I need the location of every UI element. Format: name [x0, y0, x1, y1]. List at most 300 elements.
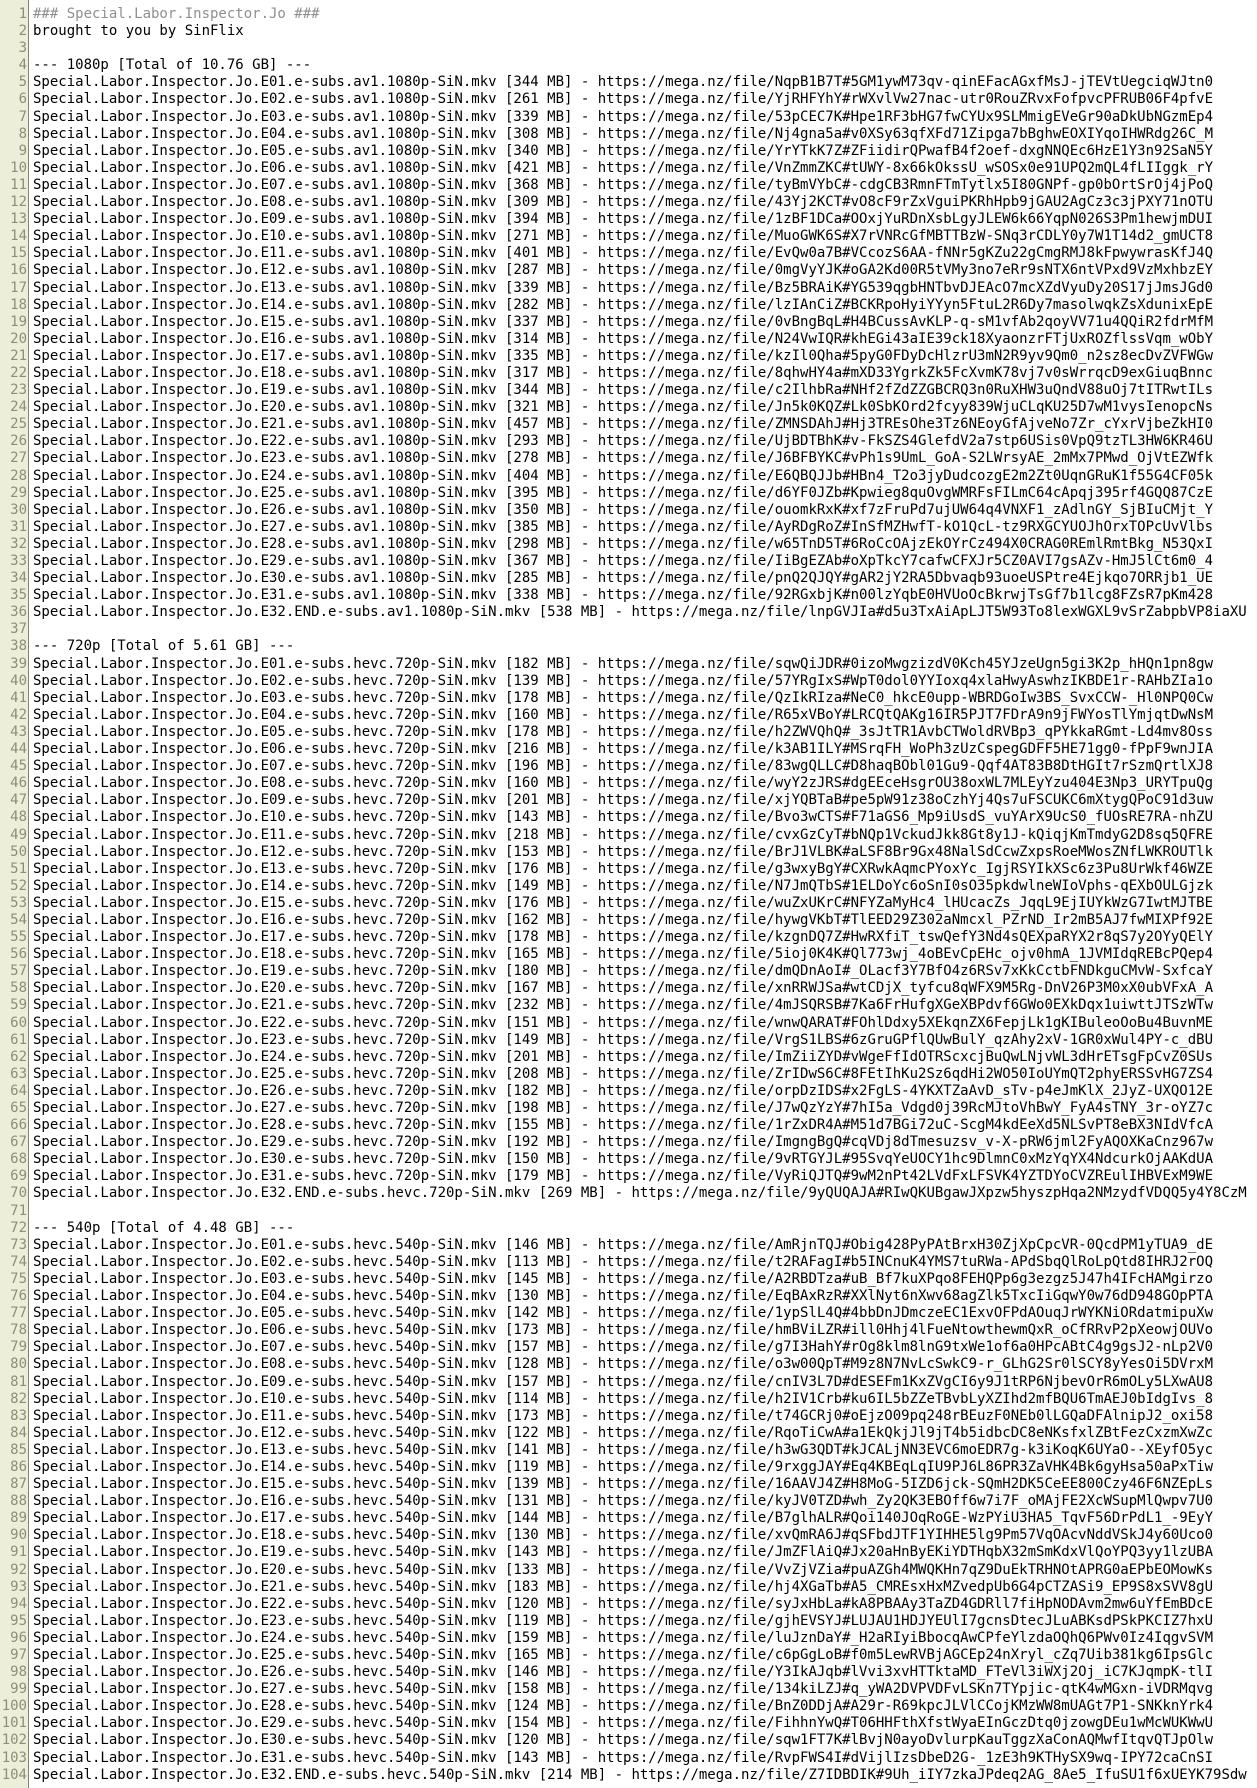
line-number: 45 — [10, 758, 27, 775]
line-text: Special.Labor.Inspector.Jo.E11.e-subs.av1.1080p-SiN.mkv [401 MB] - https://mega.nz/file/EvQw0a7B#VCcozS6AA-fNNr5gKZu22gCmgRMJ8kFpwywrasKfJ4Q — [33, 245, 1214, 262]
line-number: 75 — [10, 1270, 27, 1287]
file-link-line — [0, 963, 1257, 980]
line-text: Special.Labor.Inspector.Jo.E20.e-subs.av1.1080p-SiN.mkv [321 MB] - https://mega.nz/file/Jn5k0KQZ#Lk0SbKOrd2fcyy839WjuCLqKU25D7wM1vysIenopcNs — [33, 399, 1214, 416]
file-link-line — [0, 1562, 1257, 1579]
file-link-line — [0, 1767, 1257, 1784]
line-number: 37 — [10, 621, 27, 638]
line-number: 81 — [10, 1373, 27, 1390]
line-text: Special.Labor.Inspector.Jo.E06.e-subs.av1.1080p-SiN.mkv [421 MB] - https://mega.nz/file/VnZmmZKC#tUWY-8x66kOkssU_wSOSx0e91UPQ2mQL4fLIIggk_rY — [33, 159, 1214, 176]
line-number: 47 — [10, 792, 27, 809]
line-text: Special.Labor.Inspector.Jo.E14.e-subs.hevc.720p-SiN.mkv [149 MB] - https://mega.nz/file/N7JmQTbS#1ELDoYc6oSnI0sO35pkdwlneWIoVphs-qEXbOULGjzk — [33, 877, 1214, 894]
line-number: 103 — [1, 1749, 27, 1766]
line-number: 1 — [18, 6, 27, 22]
line-text: ### Special.Labor.Inspector.Jo ### — [33, 6, 320, 22]
file-link-line — [0, 895, 1257, 912]
line-number: 42 — [10, 706, 27, 723]
file-link-line — [0, 416, 1257, 433]
line-text: Special.Labor.Inspector.Jo.E05.e-subs.hevc.540p-SiN.mkv [142 MB] - https://mega.nz/file/1ypSlL4Q#4bbDnJDmczeEC1ExvOFPdAOuqJrWYKNiORdatmipuXw — [33, 1305, 1214, 1322]
line-number: 65 — [10, 1100, 27, 1116]
line-text: Special.Labor.Inspector.Jo.E27.e-subs.av1.1080p-SiN.mkv [385 MB] - https://mega.nz/file/AyRDgRoZ#InSfMZHwfT-kO1QcL-tz9RXGCYUOJhOrxTOPcUvVlbs — [33, 518, 1214, 535]
line-number: 93 — [10, 1578, 27, 1595]
line-number: 32 — [10, 535, 27, 552]
file-link-line — [0, 1117, 1257, 1134]
line-number: 2 — [18, 23, 27, 40]
line-number: 14 — [10, 228, 27, 245]
file-link-line — [0, 280, 1257, 297]
file-link-line — [0, 1408, 1257, 1425]
line-text — [29, 40, 1257, 57]
line-number: 27 — [10, 450, 27, 467]
file-link-line — [0, 1356, 1257, 1373]
line-text: Special.Labor.Inspector.Jo.E19.e-subs.hevc.540p-SiN.mkv [143 MB] - https://mega.nz/file/JmZFlAiQ#Jx20aHnByEKiYDTHqbX32mSmKdxVlQoYPQ3yy1lzUBA — [33, 1544, 1214, 1561]
line-text: Special.Labor.Inspector.Jo.E10.e-subs.av1.1080p-SiN.mkv [271 MB] - https://mega.nz/file/MuoGWK6S#X7rVNRcGfMBTTBzW-SNq3rCDLY0y7W1T14d2_gmUCT8 — [33, 228, 1214, 245]
line-text: Special.Labor.Inspector.Jo.E32.END.e-subs.hevc.720p-SiN.mkv [269 MB] - https://mega.nz/file/9yQUQAJA#RIwQKUBgawJXpzw5hyszpHqa2NMzydfVDQQ5y4Y8CzM — [33, 1185, 1247, 1202]
line-number: 15 — [10, 245, 27, 262]
line-number: 69 — [10, 1168, 27, 1185]
line-number: 39 — [10, 655, 27, 672]
line-text: Special.Labor.Inspector.Jo.E12.e-subs.hevc.540p-SiN.mkv [122 MB] - https://mega.nz/file/RqoTiCwA#a1EkQkjJl9jT4b5idbcDC8eNKsfxlZBtFezCxzmXwZc — [33, 1424, 1214, 1441]
line-text: Special.Labor.Inspector.Jo.E05.e-subs.av1.1080p-SiN.mkv [340 MB] - https://mega.nz/file/YrYTkK7Z#ZFiidirQPwafB4f2oef-dxgNNQEc6HzE1Y3n92SaN5Y — [33, 142, 1214, 159]
line-text — [29, 621, 1257, 638]
line-text: Special.Labor.Inspector.Jo.E23.e-subs.av1.1080p-SiN.mkv [278 MB] - https://mega.nz/file/J6BFBYKC#vPh1s9UmL_GoA-S2LWrsyAE_2mMx7PMwd_OjVtEZWfk — [33, 450, 1214, 467]
line-number: 13 — [10, 211, 27, 228]
line-number: 36 — [10, 604, 27, 621]
file-link-line — [0, 1459, 1257, 1476]
line-number: 104 — [1, 1766, 27, 1783]
section-heading-line — [0, 1220, 1257, 1237]
line-number: 59 — [10, 997, 27, 1014]
line-number: 53 — [10, 894, 27, 911]
line-number: 78 — [10, 1322, 27, 1339]
line-number: 68 — [10, 1151, 27, 1168]
file-link-line — [0, 1339, 1257, 1356]
line-text: Special.Labor.Inspector.Jo.E31.e-subs.hevc.540p-SiN.mkv [143 MB] - https://mega.nz/file/RvpFWS4I#dVijlIzsDbeD2G-_1zE3h9KTHySX9wq-IPY72caCnSI — [33, 1749, 1214, 1766]
file-link-line — [0, 382, 1257, 399]
file-link-line — [0, 297, 1257, 314]
line-number: 24 — [10, 399, 27, 416]
file-link-line — [0, 1698, 1257, 1715]
file-link-line — [0, 331, 1257, 348]
line-text: Special.Labor.Inspector.Jo.E30.e-subs.hevc.540p-SiN.mkv [120 MB] - https://mega.nz/file/sqw1FT7K#lBvjN0ayoDvlurpKauTggzXaConAQMwfItqvQTJpOlw — [33, 1732, 1214, 1749]
line-number: 99 — [10, 1681, 27, 1698]
line-number: 48 — [10, 809, 27, 826]
file-link-line — [0, 1168, 1257, 1185]
file-link-line — [0, 1493, 1257, 1510]
line-text: Special.Labor.Inspector.Jo.E01.e-subs.hevc.540p-SiN.mkv [146 MB] - https://mega.nz/file/AmRjnTQJ#Obig428PyPAtBrxH30ZjXpCpcVR-0QcdPM1yTUA9_dE — [33, 1236, 1214, 1253]
line-number: 76 — [10, 1288, 27, 1305]
line-number: 63 — [10, 1065, 27, 1082]
file-link-line — [0, 1015, 1257, 1032]
line-number: 97 — [10, 1647, 27, 1663]
file-link-line — [0, 1049, 1257, 1066]
file-link-line — [0, 758, 1257, 775]
blank-line — [0, 621, 1257, 638]
line-number: 44 — [10, 741, 27, 758]
line-number: 49 — [10, 826, 27, 843]
line-number: 101 — [1, 1715, 27, 1732]
line-number: 85 — [10, 1441, 27, 1458]
line-number: 19 — [10, 313, 27, 330]
line-number: 26 — [10, 433, 27, 450]
line-text: Special.Labor.Inspector.Jo.E18.e-subs.hevc.720p-SiN.mkv [165 MB] - https://mega.nz/file/5ioj0K4K#Ql773wj_4oBEvCpEHc_ojv0hmA_1JVMIdqREBcPQep4 — [33, 946, 1214, 963]
line-text: Special.Labor.Inspector.Jo.E32.END.e-subs.av1.1080p-SiN.mkv [538 MB] - https://mega.nz/file/lnpGVJIa#d5u3TxAiApLJT5W93To8lexWGXL9vSrZabpbVP8iaXU — [33, 604, 1247, 621]
line-text: Special.Labor.Inspector.Jo.E15.e-subs.hevc.540p-SiN.mkv [139 MB] - https://mega.nz/file/16AAVJ4Z#H8MoG-5IZD6jck-SQmH2DK5CeEE800Czy46F6NZEpLs — [33, 1476, 1214, 1493]
line-text: Special.Labor.Inspector.Jo.E15.e-subs.hevc.720p-SiN.mkv [176 MB] - https://mega.nz/file/wuZxUKrC#NFYZaMyHc4_lHUcacZs_JqqL9EjIUYkWzG7IwtMJTBE — [33, 894, 1214, 911]
line-number: 70 — [10, 1185, 27, 1202]
line-number: 87 — [10, 1476, 27, 1493]
line-text: Special.Labor.Inspector.Jo.E17.e-subs.hevc.720p-SiN.mkv [178 MB] - https://mega.nz/file/kzgnDQ7Z#HwRXfiT_tswQefY3Nd4sQEXpaRYX2r8qS7y2OYyQElY — [33, 929, 1214, 946]
line-text: Special.Labor.Inspector.Jo.E10.e-subs.hevc.540p-SiN.mkv [114 MB] - https://mega.nz/file/h2IV1Crb#ku6IL5bZZeTBvbLyXZIhd2mfBQU6TmAEJ0bIdgIvs_8 — [33, 1390, 1214, 1407]
line-number: 67 — [10, 1134, 27, 1151]
line-text: Special.Labor.Inspector.Jo.E20.e-subs.hevc.540p-SiN.mkv [133 MB] - https://mega.nz/file/VvZjVZia#puAZGh4MWQKHn7qZ9DuEkTRHNOtAPRG0aEPbEOMowKs — [33, 1561, 1214, 1578]
line-number: 89 — [10, 1510, 27, 1527]
file-link-line — [0, 741, 1257, 758]
file-link-line — [0, 604, 1257, 621]
line-number: 82 — [10, 1390, 27, 1407]
line-number: 6 — [18, 91, 27, 108]
file-link-line — [0, 656, 1257, 673]
line-number: 61 — [10, 1031, 27, 1048]
line-text: Special.Labor.Inspector.Jo.E09.e-subs.hevc.720p-SiN.mkv [201 MB] - https://mega.nz/file/xjYQBTaB#pe5pW91z38oCzhYj4Qs7uFSCUKC6mXtygQPoC91d3uw — [33, 792, 1214, 809]
file-link-line — [0, 143, 1257, 160]
line-text: Special.Labor.Inspector.Jo.E27.e-subs.hevc.540p-SiN.mkv [158 MB] - https://mega.nz/file/134kiLZJ#q_yWA2DVPVDFvLSKn7TYpjic-qtK4wMGxn-iVDRMqvg — [33, 1681, 1214, 1698]
line-number: 57 — [10, 963, 27, 980]
file-link-line — [0, 775, 1257, 792]
line-text: Special.Labor.Inspector.Jo.E14.e-subs.av1.1080p-SiN.mkv [282 MB] - https://mega.nz/file/lzIAnCiZ#BCKRpoHyiYYyn5FtuL2R6Dy7masolwqkZsXdunixEpE — [33, 296, 1214, 313]
line-number: 4 — [18, 57, 27, 74]
line-number: 22 — [10, 364, 27, 381]
line-number: 18 — [10, 296, 27, 313]
file-link-line — [0, 1630, 1257, 1647]
file-link-line — [0, 262, 1257, 279]
line-number: 51 — [10, 860, 27, 877]
line-text: Special.Labor.Inspector.Jo.E29.e-subs.hevc.720p-SiN.mkv [192 MB] - https://mega.nz/file/ImgngBgQ#cqVDj8dTmesuzsv_v-X-pRW6jml2FyAQOXKaCnz967w — [33, 1134, 1214, 1151]
file-link-line — [0, 468, 1257, 485]
file-link-line — [0, 878, 1257, 895]
file-link-line — [0, 399, 1257, 416]
line-text: Special.Labor.Inspector.Jo.E15.e-subs.av1.1080p-SiN.mkv [337 MB] - https://mega.nz/file/0vBngBqL#H4BCussAvKLP-q-sM1vfAb2qoyVV71u4QQiR2fdrMfM — [33, 313, 1214, 330]
line-text: Special.Labor.Inspector.Jo.E13.e-subs.hevc.540p-SiN.mkv [141 MB] - https://mega.nz/file/h3wG3QDT#kJCALjNN3EVC6moEDR7g-k3iKoqK6UYaO--XEyfO5yc — [33, 1441, 1214, 1458]
line-text: Special.Labor.Inspector.Jo.E16.e-subs.hevc.720p-SiN.mkv [162 MB] - https://mega.nz/file/hywgVKbT#TlEED29Z302aNmcxl_PZrND_Ir2mB5AJ7fwMIXPf92E — [33, 911, 1214, 928]
line-text: Special.Labor.Inspector.Jo.E27.e-subs.hevc.720p-SiN.mkv [198 MB] - https://mega.nz/file/J7wQzYzY#7hI5a_Vdgd0j39RcMJtoVhBwY_FyA4sTNY_3r-oYZ7c — [33, 1100, 1214, 1116]
line-number: 12 — [10, 194, 27, 211]
line-text: --- 1080p [Total of 10.76 GB] --- — [33, 57, 312, 74]
line-number: 40 — [10, 672, 27, 689]
line-number: 52 — [10, 877, 27, 894]
file-link-line — [0, 450, 1257, 467]
line-number: 9 — [18, 142, 27, 159]
file-link-line — [0, 1083, 1257, 1100]
line-number: 30 — [10, 501, 27, 518]
line-number: 21 — [10, 347, 27, 364]
line-number: 102 — [1, 1732, 27, 1749]
file-link-line — [0, 536, 1257, 553]
line-number: 35 — [10, 587, 27, 604]
file-link-line — [0, 1510, 1257, 1527]
line-text: Special.Labor.Inspector.Jo.E01.e-subs.hevc.720p-SiN.mkv [182 MB] - https://mega.nz/file/sqwQiJDR#0izoMwgzizdV0Kch45YJzeUgn5gi3K2p_hHQn1pn8gw — [33, 655, 1214, 672]
file-link-line — [0, 1185, 1257, 1202]
line-text: Special.Labor.Inspector.Jo.E19.e-subs.hevc.720p-SiN.mkv [180 MB] - https://mega.nz/file/dmQDnAoI#_OLacf3Y7BfO4z6RSv7xKkCctbFNDkguCMvW-SxfcaY — [33, 963, 1214, 980]
line-text: Special.Labor.Inspector.Jo.E20.e-subs.hevc.720p-SiN.mkv [167 MB] - https://mega.nz/file/xnRRWJSa#wtCDjX_tyfcu8qWFX9M5Rg-DnV26P3M0xX0ubVFxA_A — [33, 980, 1214, 997]
line-text: Special.Labor.Inspector.Jo.E29.e-subs.hevc.540p-SiN.mkv [154 MB] - https://mega.nz/file/FihhnYwQ#T06HHFthXfstWyaEInGczDtq0jzowgDEu1wMcWUKWwU — [33, 1715, 1214, 1732]
file-link-line — [0, 1476, 1257, 1493]
line-number: 96 — [10, 1629, 27, 1646]
line-text: Special.Labor.Inspector.Jo.E03.e-subs.hevc.720p-SiN.mkv [178 MB] - https://mega.nz/file/QzIkRIza#NeC0_hkcE0upp-WBRDGoIw3BS_SvxCCW-_Hl0NPQ0Cw — [33, 689, 1214, 706]
line-number: 62 — [10, 1048, 27, 1065]
line-text: Special.Labor.Inspector.Jo.E08.e-subs.hevc.540p-SiN.mkv [128 MB] - https://mega.nz/file/o3w00QpT#M9z8N7NvLcSwkC9-r_GLhG2Sr0lSCY8yYesOi5DVrxM — [33, 1356, 1214, 1373]
line-text: Special.Labor.Inspector.Jo.E07.e-subs.hevc.720p-SiN.mkv [196 MB] - https://mega.nz/file/83wgQLLC#D8haqBObl01Gu9-Qqf4AT83B8DtHGIt7rSzmQrtlXJ8 — [33, 758, 1214, 775]
line-number: 77 — [10, 1305, 27, 1322]
line-number: 55 — [10, 929, 27, 946]
line-number: 58 — [10, 980, 27, 997]
line-text: Special.Labor.Inspector.Jo.E02.e-subs.hevc.540p-SiN.mkv [113 MB] - https://mega.nz/file/t2RAFagI#b5INCnuK4YMS7tuRWa-APdSbqQlRoLpQtd8IHRJ2rOQ — [33, 1253, 1214, 1270]
line-text: Special.Labor.Inspector.Jo.E04.e-subs.hevc.720p-SiN.mkv [160 MB] - https://mega.nz/file/R65xVBoY#LRCQtQAKg16IR5PJT7FDrA9n9jFWYosTlYmjqtDwNsM — [33, 706, 1214, 723]
file-link-line — [0, 1271, 1257, 1288]
file-link-line — [0, 570, 1257, 587]
line-number: 72 — [10, 1219, 27, 1236]
line-number: 17 — [10, 279, 27, 296]
line-number: 54 — [10, 911, 27, 928]
line-number: 83 — [10, 1407, 27, 1424]
file-link-line — [0, 1254, 1257, 1271]
line-text: Special.Labor.Inspector.Jo.E11.e-subs.hevc.540p-SiN.mkv [173 MB] - https://mega.nz/file/t74GCRj0#oEjzO09pq248rBEuzF0NEb0lLGQaDFAlnipJ2_oxi58 — [33, 1407, 1214, 1424]
section-heading-line — [0, 638, 1257, 655]
line-number: 86 — [10, 1458, 27, 1475]
file-link-line — [0, 1715, 1257, 1732]
file-link-line — [0, 673, 1257, 690]
line-text: Special.Labor.Inspector.Jo.E03.e-subs.av1.1080p-SiN.mkv [339 MB] - https://mega.nz/file/53pCEC7K#Hpe1RF3bHG7fwCYUx9SLMmigEVeGr90aDkUbNGzmEp4 — [33, 108, 1214, 125]
line-number: 11 — [10, 176, 27, 193]
line-text: Special.Labor.Inspector.Jo.E09.e-subs.hevc.540p-SiN.mkv [157 MB] - https://mega.nz/file/cnIV3L7D#dESEFm1KxZVgCI6y9J1tRP6NjbevOrR6mOLy5LXwAU8 — [33, 1373, 1214, 1390]
file-link-line — [0, 485, 1257, 502]
file-link-line — [0, 1681, 1257, 1698]
file-link-line — [0, 1305, 1257, 1322]
line-number: 98 — [10, 1664, 27, 1681]
line-number: 92 — [10, 1561, 27, 1578]
line-text: Special.Labor.Inspector.Jo.E08.e-subs.hevc.720p-SiN.mkv [160 MB] - https://mega.nz/file/wyY2zJRS#dgEEceHsgrOU38oxWL7MLEyYzu404E3Np3_URYTpuQg — [33, 775, 1214, 792]
file-link-line — [0, 160, 1257, 177]
line-number: 66 — [10, 1117, 27, 1134]
blank-line — [0, 40, 1257, 57]
line-text: Special.Labor.Inspector.Jo.E21.e-subs.av1.1080p-SiN.mkv [457 MB] - https://mega.nz/file/ZMNSDAhJ#Hj3TREsOhe3Tz6NEoyGfAjveNo7Zr_cYxrVjbeZkHI0 — [33, 416, 1214, 433]
line-text: Special.Labor.Inspector.Jo.E29.e-subs.av1.1080p-SiN.mkv [367 MB] - https://mega.nz/file/IiBgEZAb#oXpTkcY7cafwCFXJr5CZ0AVI7gsAZv-HmJ5lCt6m0_4 — [33, 553, 1214, 569]
file-link-line — [0, 314, 1257, 331]
line-text: Special.Labor.Inspector.Jo.E19.e-subs.av1.1080p-SiN.mkv [344 MB] - https://mega.nz/file/c2IlhbRa#NHf2fZdZZGBCRQ3n0RuXHW3uQndV88uOj7tITRwtILs — [33, 382, 1214, 399]
file-link-line — [0, 844, 1257, 861]
line-number: 71 — [10, 1202, 27, 1219]
file-link-line — [0, 365, 1257, 382]
file-link-line — [0, 1134, 1257, 1151]
file-link-line — [0, 980, 1257, 997]
line-number: 84 — [10, 1424, 27, 1441]
line-number: 8 — [18, 125, 27, 142]
line-text: Special.Labor.Inspector.Jo.E28.e-subs.hevc.720p-SiN.mkv [155 MB] - https://mega.nz/file/1rZxDR4A#M51d7BGi72uC-ScgM4kdEeXd5NLSvPT8eBX3NIdVfcA — [33, 1117, 1214, 1134]
file-link-line — [0, 1442, 1257, 1459]
file-link-line — [0, 1596, 1257, 1613]
line-number: 64 — [10, 1082, 27, 1099]
byline-line — [0, 23, 1257, 40]
line-text: Special.Labor.Inspector.Jo.E22.e-subs.hevc.720p-SiN.mkv [151 MB] - https://mega.nz/file/wnwQARAT#FOhlDdxy5XEkqnZX6FepjLk1gKIBuleoOoBu4BuvnME — [33, 1014, 1214, 1031]
line-number: 91 — [10, 1544, 27, 1561]
file-link-line — [0, 1613, 1257, 1630]
line-text: Special.Labor.Inspector.Jo.E06.e-subs.hevc.720p-SiN.mkv [216 MB] - https://mega.nz/file/k3AB1ILY#MSrqFH_WoPh3zUzCspegGDFF5HE71gg0-fPpF9wnJIA — [33, 741, 1214, 758]
file-link-line — [0, 433, 1257, 450]
file-link-line — [0, 519, 1257, 536]
blank-line — [0, 1203, 1257, 1220]
file-link-line — [0, 1237, 1257, 1254]
file-link-line — [0, 1544, 1257, 1561]
file-link-line — [0, 1032, 1257, 1049]
line-number: 95 — [10, 1612, 27, 1629]
line-number: 3 — [18, 40, 27, 57]
line-text: Special.Labor.Inspector.Jo.E32.END.e-subs.hevc.540p-SiN.mkv [214 MB] - https://mega.nz/file/Z7IDBDIK#9Uh_iIY7zkaJPdeq2AG_8Ae5_IfuSU1f6xUEYK79Sdw — [33, 1766, 1247, 1783]
line-text: Special.Labor.Inspector.Jo.E22.e-subs.hevc.540p-SiN.mkv [120 MB] - https://mega.nz/file/syJxHbLa#kA8PBAAy3TaZD4GDRll7fiHpNODAvm2mw6uYfEmBDcE — [33, 1595, 1214, 1612]
line-number: 79 — [10, 1339, 27, 1356]
file-link-line — [0, 1664, 1257, 1681]
line-number: 73 — [10, 1236, 27, 1253]
file-link-line — [0, 912, 1257, 929]
line-text: Special.Labor.Inspector.Jo.E31.e-subs.av1.1080p-SiN.mkv [338 MB] - https://mega.nz/file/92RGxbjK#n00lzYqbE0HVUoOcBkrwjTsGf7b1lcg8FZsR7pKm428 — [33, 587, 1214, 604]
line-number: 28 — [10, 467, 27, 484]
line-text: Special.Labor.Inspector.Jo.E31.e-subs.hevc.720p-SiN.mkv [179 MB] - https://mega.nz/file/VyRiQJTQ#9wM2nPt42LVdFxLFSVK4YZTDYoCVZREulIHBVExM9WE — [33, 1168, 1214, 1185]
file-link-line — [0, 194, 1257, 211]
file-link-line — [0, 348, 1257, 365]
file-link-line — [0, 228, 1257, 245]
file-link-line — [0, 1732, 1257, 1749]
line-text: Special.Labor.Inspector.Jo.E23.e-subs.hevc.540p-SiN.mkv [119 MB] - https://mega.nz/file/gjhEVSYJ#LUJAU1HDJYEUlI7gcnsDtecJLuABKsdPSkPKCIZ7hxU — [33, 1612, 1214, 1629]
line-text: Special.Labor.Inspector.Jo.E02.e-subs.hevc.720p-SiN.mkv [139 MB] - https://mega.nz/file/57YRgIxS#WpT0dol0YYIoxq4xlaHwyAswhzIKBDE1r-RAHbZIa1o — [33, 672, 1214, 689]
file-link-line — [0, 1579, 1257, 1596]
line-number: 50 — [10, 843, 27, 860]
line-text: Special.Labor.Inspector.Jo.E24.e-subs.av1.1080p-SiN.mkv [404 MB] - https://mega.nz/file/E6QBQJJb#HBn4_T2o3jyDudcozgE2m2Zt0UqnGRuK1f55G4CF05k — [33, 467, 1214, 484]
line-text: Special.Labor.Inspector.Jo.E18.e-subs.hevc.540p-SiN.mkv [130 MB] - https://mega.nz/file/xvQmRA6J#qSFbdJTF1YIHHE5lg9Pm57VqOAcvNddVSkJ4y60Uco0 — [33, 1527, 1214, 1544]
title-comment-line — [0, 6, 1257, 23]
line-text: Special.Labor.Inspector.Jo.E14.e-subs.hevc.540p-SiN.mkv [119 MB] - https://mega.nz/file/9rxggJAY#Eq4KBEqLqIU9PJ6L86PR3ZaVHK4Bk6gyHsa50aPxTiw — [33, 1458, 1214, 1475]
file-link-line — [0, 1151, 1257, 1168]
file-link-line — [0, 997, 1257, 1014]
line-text: Special.Labor.Inspector.Jo.E18.e-subs.av1.1080p-SiN.mkv [317 MB] - https://mega.nz/file/8qhwHY4a#mXD33YgrkZk5FcXvmK78vj7v0sWrrqcD9exGiuqBnnc — [33, 364, 1214, 381]
line-text: Special.Labor.Inspector.Jo.E10.e-subs.hevc.720p-SiN.mkv [143 MB] - https://mega.nz/file/Bvo3wCTS#F71aGS6_Mp9iUsdS_vuYArX9UcS0_fUOsRE7RA-nhZU — [33, 809, 1214, 826]
file-link-line — [0, 211, 1257, 228]
line-number: 10 — [10, 159, 27, 176]
file-link-line — [0, 1647, 1257, 1664]
line-text: Special.Labor.Inspector.Jo.E25.e-subs.hevc.720p-SiN.mkv [208 MB] - https://mega.nz/file/ZrIDwS6C#8FEtIhKu2Sz6qdHi2WO50IoUYmQT2phyERSSvHG7ZS4 — [33, 1065, 1214, 1082]
file-link-line — [0, 861, 1257, 878]
line-text: Special.Labor.Inspector.Jo.E25.e-subs.av1.1080p-SiN.mkv [395 MB] - https://mega.nz/file/d6YF0JZb#Kpwieg8quOvgWMRFsFILmC64cApqj395rf4GQQ87CzE — [33, 484, 1214, 501]
line-number: 88 — [10, 1493, 27, 1510]
line-number: 90 — [10, 1527, 27, 1544]
line-number: 29 — [10, 484, 27, 501]
line-text — [29, 1203, 1257, 1220]
line-number: 60 — [10, 1014, 27, 1031]
line-text: Special.Labor.Inspector.Jo.E22.e-subs.av1.1080p-SiN.mkv [293 MB] - https://mega.nz/file/UjBDTBhK#v-FkSZS4GlefdV2a7stp6USis0VpQ9tzTL3HW6KR46U — [33, 433, 1214, 450]
file-link-line — [0, 1066, 1257, 1083]
file-link-line — [0, 126, 1257, 143]
line-number: 20 — [10, 330, 27, 347]
line-text: Special.Labor.Inspector.Jo.E24.e-subs.hevc.540p-SiN.mkv [159 MB] - https://mega.nz/file/luJznDaY#_H2aRIyiBbocqAwCPfeYlzdaOQhQ6PWv0Iz4IqgvSVM — [33, 1629, 1214, 1646]
line-number: 34 — [10, 570, 27, 587]
line-text: Special.Labor.Inspector.Jo.E16.e-subs.hevc.540p-SiN.mkv [131 MB] - https://mega.nz/file/kyJV0TZD#wh_Zy2QK3EBOff6w7i7F_oMAjFE2XcWSupMlQwpv7U0 — [33, 1493, 1214, 1510]
file-link-line — [0, 1374, 1257, 1391]
line-number: 23 — [10, 382, 27, 399]
file-link-line — [0, 946, 1257, 963]
line-text: Special.Labor.Inspector.Jo.E25.e-subs.hevc.540p-SiN.mkv [165 MB] - https://mega.nz/file/c6pGgLoB#f0m5LewRVBjAGCEp24nXryl_cZq7Uib381kg6IpsGlc — [33, 1647, 1214, 1663]
line-number: 16 — [10, 262, 27, 279]
line-number: 100 — [1, 1698, 27, 1715]
file-link-line — [0, 1322, 1257, 1339]
line-text: Special.Labor.Inspector.Jo.E21.e-subs.hevc.720p-SiN.mkv [232 MB] - https://mega.nz/file/4mJSQRSB#7Ka6FrHufgXGeXBPdvf6GWo0EXkDqx1uiwttJTSzWTw — [33, 997, 1214, 1014]
file-link-line — [0, 177, 1257, 194]
file-link-line — [0, 929, 1257, 946]
line-text: Special.Labor.Inspector.Jo.E23.e-subs.hevc.720p-SiN.mkv [149 MB] - https://mega.nz/file/VrgS1LBS#6zGruGPflQUwBulY_qzAhy2xV-1GR0xWul4PY-c_dBU — [33, 1031, 1214, 1048]
file-link-line — [0, 707, 1257, 724]
line-number: 38 — [10, 638, 27, 655]
file-link-line — [0, 1100, 1257, 1117]
line-text: Special.Labor.Inspector.Jo.E11.e-subs.hevc.720p-SiN.mkv [218 MB] - https://mega.nz/file/cvxGzCyT#bNQp1VckudJkk8Gt8y1J-kQiqjKmTmdyG2D8sq5QFRE — [33, 826, 1214, 843]
line-text: Special.Labor.Inspector.Jo.E13.e-subs.hevc.720p-SiN.mkv [176 MB] - https://mega.nz/file/g3wxyBgY#CXRwkAqmcPYoxYc_IgjRSYIkXSc6z3Pu8UrWkf46WZE — [33, 860, 1214, 877]
line-text: Special.Labor.Inspector.Jo.E08.e-subs.av1.1080p-SiN.mkv [309 MB] - https://mega.nz/file/43Yj2KCT#vO8cF9rZxVguiPKRhHpb9jGAU2AgCz3c3jPXY71nOTU — [33, 194, 1214, 211]
line-text: Special.Labor.Inspector.Jo.E09.e-subs.av1.1080p-SiN.mkv [394 MB] - https://mega.nz/file/1zBF1DCa#OOxjYuRDnXsbLgyJLEW6k66YqpN026S3Pm1hewjmDUI — [33, 211, 1214, 228]
line-text: Special.Labor.Inspector.Jo.E12.e-subs.hevc.720p-SiN.mkv [153 MB] - https://mega.nz/file/BrJ1VLBK#aLSF8Br9Gx48NalSdCcwZxpsRoeMWosZNfLWKROUTlk — [33, 843, 1214, 860]
line-number: 74 — [10, 1253, 27, 1270]
file-link-line — [0, 827, 1257, 844]
line-text: Special.Labor.Inspector.Jo.E01.e-subs.av1.1080p-SiN.mkv [344 MB] - https://mega.nz/file/NqpB1B7T#5GM1ywM73qv-qinEFacAGxfMsJ-jTEVtUegciqWJtn0 — [33, 74, 1214, 91]
file-link-line — [0, 587, 1257, 604]
line-text: Special.Labor.Inspector.Jo.E02.e-subs.av1.1080p-SiN.mkv [261 MB] - https://mega.nz/file/YjRHFYhY#rWXvlVw27nac-utr0RouZRvxFofpvcPFRUB06F4pfvE — [33, 91, 1214, 108]
file-link-line — [0, 1288, 1257, 1305]
line-number: 46 — [10, 775, 27, 792]
line-text: Special.Labor.Inspector.Jo.E30.e-subs.av1.1080p-SiN.mkv [285 MB] - https://mega.nz/file/pnQ2QJQY#gAR2jY2RA5Dbvaqb93uoeUSPtre4Ejkqo7ORRjb1_UE — [33, 570, 1214, 587]
line-text: Special.Labor.Inspector.Jo.E05.e-subs.hevc.720p-SiN.mkv [178 MB] - https://mega.nz/file/h2ZWVQhQ#_3sJtTR1AvbCTWoldRVBp3_qPYkkaRGmt-Ld4mv8Oss — [33, 723, 1214, 740]
line-text: Special.Labor.Inspector.Jo.E21.e-subs.hevc.540p-SiN.mkv [183 MB] - https://mega.nz/file/hj4XGaTb#A5_CMREsxHxMZvedpUb6G4pCTZASi9_EP9S8xSVV8gU — [33, 1578, 1214, 1595]
line-number: 43 — [10, 723, 27, 740]
file-link-line — [0, 245, 1257, 262]
line-number: 31 — [10, 518, 27, 535]
line-text: --- 540p [Total of 4.48 GB] --- — [33, 1219, 295, 1236]
file-link-line — [0, 1391, 1257, 1408]
line-text: Special.Labor.Inspector.Jo.E12.e-subs.av1.1080p-SiN.mkv [287 MB] - https://mega.nz/file/0mgVyYJK#oGA2Kd00R5tVMy3no7eRr9sNTX6ntVPxd9VzMxhbzEY — [33, 262, 1214, 279]
line-text: --- 720p [Total of 5.61 GB] --- — [33, 638, 295, 655]
file-link-line — [0, 792, 1257, 809]
line-number: 7 — [18, 108, 27, 125]
line-text: Special.Labor.Inspector.Jo.E04.e-subs.hevc.540p-SiN.mkv [130 MB] - https://mega.nz/file/EqBAxRzR#XXlNyt6nXwv68agZlk5TxcIiGqwY0w76dD948GOpPTA — [33, 1288, 1214, 1305]
line-text: brought to you by SinFlix — [33, 23, 244, 40]
line-text: Special.Labor.Inspector.Jo.E28.e-subs.av1.1080p-SiN.mkv [298 MB] - https://mega.nz/file/w65TnD5T#6RoCcOAjzEkOYrCz494X0CRAG0REmlRmtBkg_N53QxI — [33, 535, 1214, 552]
line-text: Special.Labor.Inspector.Jo.E17.e-subs.hevc.540p-SiN.mkv [144 MB] - https://mega.nz/file/B7glhALR#Qoi140JOqRoGE-WzPYiU3HA5_TqvF56DrPdL1_-9EyY — [33, 1510, 1214, 1527]
line-text: Special.Labor.Inspector.Jo.E07.e-subs.av1.1080p-SiN.mkv [368 MB] - https://mega.nz/file/tyBmVYbC#-cdgCB3RmnFTmTytlx5I80GNPf-gp0bOrtSrOj4jPoQ — [33, 176, 1214, 193]
file-link-line — [0, 1527, 1257, 1544]
line-text: Special.Labor.Inspector.Jo.E04.e-subs.av1.1080p-SiN.mkv [308 MB] - https://mega.nz/file/Nj4gna5a#v0XSy63qfXFd71Zipga7bBghwEOXIYqoIHWRdg26C_M — [33, 125, 1214, 142]
file-link-line — [0, 1750, 1257, 1767]
line-number: 94 — [10, 1595, 27, 1612]
line-text: Special.Labor.Inspector.Jo.E24.e-subs.hevc.720p-SiN.mkv [201 MB] - https://mega.nz/file/ImZiiZYD#vWgeFfIdOTRScxcjBuQwLNjvWL3dHrETsgFpCvZ0SUs — [33, 1048, 1214, 1065]
line-text: Special.Labor.Inspector.Jo.E07.e-subs.hevc.540p-SiN.mkv [157 MB] - https://mega.nz/file/g7I3HahY#rOg8klm8lnG9txWe1of6a0HPcABtC4g9gsJ2-nLp2V0 — [33, 1339, 1214, 1356]
file-link-line — [0, 724, 1257, 741]
file-link-line — [0, 553, 1257, 570]
file-link-line — [0, 91, 1257, 108]
line-text: Special.Labor.Inspector.Jo.E26.e-subs.hevc.540p-SiN.mkv [146 MB] - https://mega.nz/file/Y3IkAJqb#lVvi3xvHTTktaMD_FTeVl3iWXj2Oj_iC7KJqmpK-tlI — [33, 1664, 1214, 1681]
section-heading-line — [0, 57, 1257, 74]
line-text: Special.Labor.Inspector.Jo.E17.e-subs.av1.1080p-SiN.mkv [335 MB] - https://mega.nz/file/kzIl0Qha#5pyG0FDyDcHlzrU3mN2R9yv9Qm0_n2sz8ecDvZVFWGw — [33, 347, 1214, 364]
line-text: Special.Labor.Inspector.Jo.E26.e-subs.hevc.720p-SiN.mkv [182 MB] - https://mega.nz/file/orpDzIDS#x2FgLS-4YKXTZaAvD_sTv-p4eJmKlX_2JyZ-UXQO12E — [33, 1082, 1214, 1099]
line-text: Special.Labor.Inspector.Jo.E30.e-subs.hevc.720p-SiN.mkv [150 MB] - https://mega.nz/file/9vRTGYJL#95SvqYeUOCY1hc9DlmnC0xMzYqYX4NdcurkOjAAKdUA — [33, 1151, 1214, 1168]
line-text: Special.Labor.Inspector.Jo.E13.e-subs.av1.1080p-SiN.mkv [339 MB] - https://mega.nz/file/Bz5BRAiK#YG539qgbHNTbvDJEAcO7mcXZdVyuDy20S17jJmsJGd0 — [33, 279, 1214, 296]
file-link-line — [0, 109, 1257, 126]
line-text: Special.Labor.Inspector.Jo.E03.e-subs.hevc.540p-SiN.mkv [145 MB] - https://mega.nz/file/A2RBDTza#uB_Bf7kuXPqo8FEHQPp6g3ezgz5J47h4IFcHAMgirzo — [33, 1270, 1214, 1287]
line-text: Special.Labor.Inspector.Jo.E16.e-subs.av1.1080p-SiN.mkv [314 MB] - https://mega.nz/file/N24VwIQR#khEGi43aIE39ck18XyaonzrFTjUxROZflssVqm_wObY — [33, 330, 1214, 347]
line-number: 80 — [10, 1356, 27, 1373]
file-link-line — [0, 502, 1257, 519]
